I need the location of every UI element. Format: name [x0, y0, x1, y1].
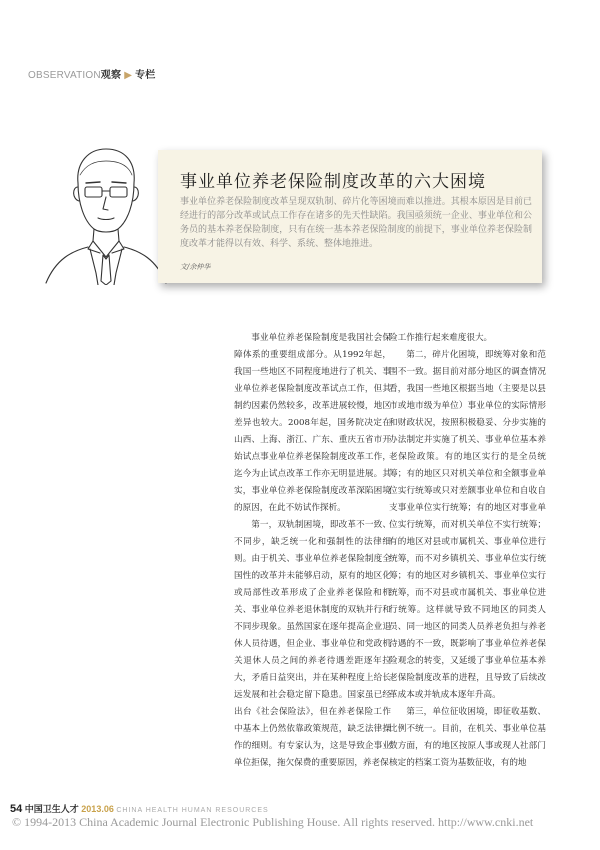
body-paragraph: 第二，碎片化困境，即统筹对象和范围不一致。据目前对部分地区的调查情况看，我国一些地区根据当地（主要是以县市或地市级为单位）事业单位的实际情形和财政状况，按照积极稳妥、分步实施的办法制定并实施了机关、事业单位基本养老保险政策。有的地区实行的是全员统筹；有的地区只对机关单位和全额事业单位实行统筹或只对差额事业单位和自收自支事业单位实行统筹；有的地区对事业单位实行统筹，而对机关单位不实行统筹；有的地区对县或市属机关、事业单位进行统筹，而不对乡镇机关、事业单位实行统筹；有的地区对乡镇机关、事业单位实行统筹，而不对县或市属机关、事业单位进行统筹。这样就导致不同地区的同类人员、同一地区的同类人员养老负担与养老待遇的不一致，既影响了事业单位养老保险观念的转变，又延缓了事业单位基本养老保险制度改革的进程，且导致了后续改革成本或并轨成本逐年升高。 [389, 350, 546, 700]
body-paragraph: 第三，单位征收困境，即征收基数、比例不统一。目前，在机关、事业单位基数方面，有的地区按原人事或现人社部门核定的档案工资为基数征收，有的地 [389, 707, 546, 768]
body-paragraph: 事业单位养老保险制度是我国社会保障体系的重要组成部分。从1992年起，我国一些地区不同程度地进行了机关、事业单位养老保险制度改革试点工作，但其制约因素仍然较多，改革进展较慢，地区差异也较大。2008年起，国务院决定在山西、上海、浙江、广东、重庆五省市开始试点事业单位养老保险制度改革工作，迄今为止试点改革工作亦无明显进展。其实，事业单位养老保险制度改革深陷困境的原因，在此不妨试作探析。 [234, 333, 391, 513]
body-paragraph: 险工作推行起来难度很大。 [389, 333, 493, 343]
section-header [28, 66, 155, 81]
separator-arrow-icon: ▶ [124, 70, 133, 81]
column-label: 专栏 [135, 70, 156, 81]
copyright-notice: © 1994-2013 China Academic Journal Electronic Publishing House. All rights reserved. http://www.cnki.net [12, 815, 534, 829]
article-title: 事业单位养老保险制度改革的六大困境 [180, 172, 486, 192]
page-number: 54 [10, 803, 23, 815]
page-footer [10, 802, 269, 815]
magazine-name: 中国卫生人才 [24, 804, 79, 814]
article-summary: 事业单位养老保险制度改革呈现双轨制、碎片化等困境而难以推进。其根本原因是目前已经进行的部分改革或试点工作存在诸多的先天性缺陷。我国亟须统一企业、事业单位和公务员的基本养老保险制度，只有在统一基本养老保险制度的前提下，事业单位养老保险制度改革才能得以有效、科学、系统、整体地推进。 [180, 197, 532, 249]
author-byline: 文/余仲华 [180, 263, 211, 271]
section-label-cn: 观察 [100, 70, 122, 81]
section-label-en: OBSERVATION [28, 70, 101, 81]
issue-date: 2013.06 [81, 804, 114, 814]
body-column-left [234, 330, 391, 772]
body-column-right [389, 330, 546, 772]
article-summary-card [158, 150, 542, 283]
body-paragraph: 第一，双轨制困境，即改革不一致、不同步，缺乏统一化和强制性的法律细则。由于机关、事业单位养老保险制度全国性的改革并未能够启动，原有的地区化或局部性改革形成了企业养老保险和机关、事业单位养老退休制度的双轨并行和不同步现象。虽然国家在逐年提高企业退休人员待遇，但企业、事业单位和党政机关退休人员之间的养老待遇差距逐年拉大，矛盾日益突出，并在某种程度上给长远发展和社会稳定留下隐患。国家虽已经出台《社会保险法》，但在养老保险工作中基本上仍然依靠政策规范，缺乏法律操作的细则。有专家认为，这是导致企事业单位拒保，拖欠保费的重要原因，养老保 [234, 520, 391, 768]
magazine-name-en: CHINA HEALTH HUMAN RESOURCES [116, 807, 269, 814]
author-portrait [36, 135, 176, 285]
